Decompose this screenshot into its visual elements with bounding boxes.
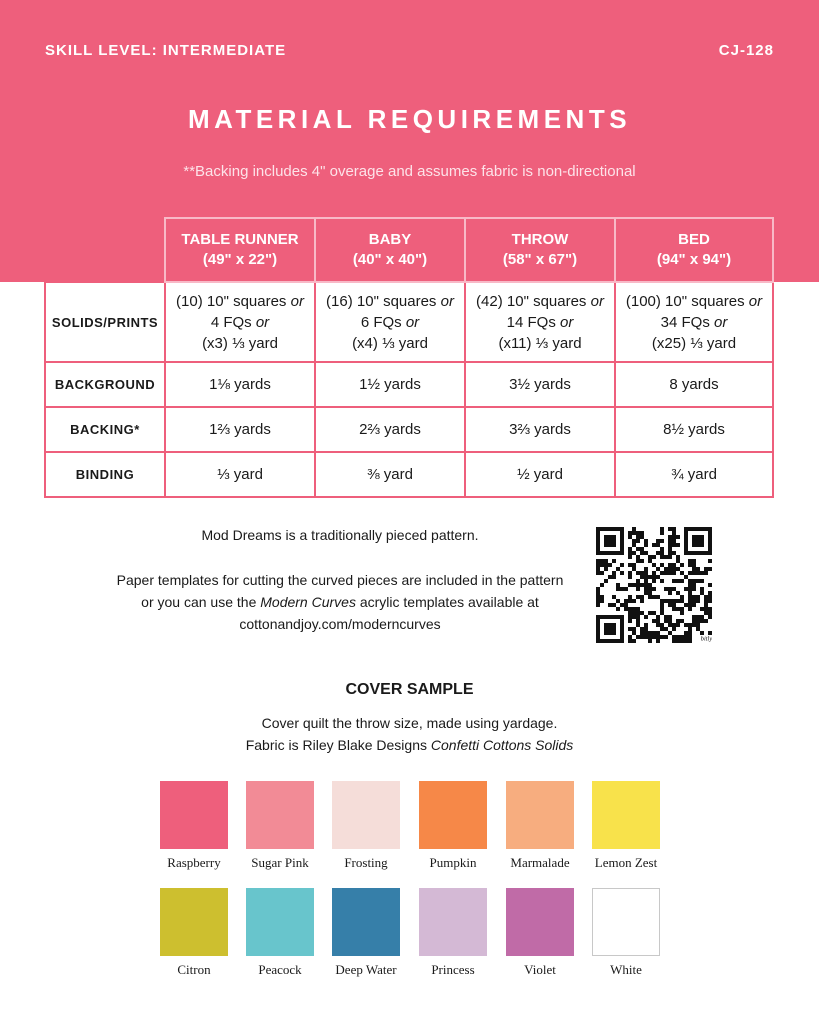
yard-qty: (x4) ⅓ yard [352, 334, 428, 352]
swatch-label: White [610, 962, 642, 977]
swatch-label: Peacock [258, 962, 302, 977]
row-label-solids: SOLIDS/PRINTS [45, 282, 165, 362]
page-title: MATERIAL REQUIREMENTS [187, 104, 632, 134]
cover-line [0, 734, 819, 756]
fq-qty: 14 FQs [506, 313, 556, 331]
table-cell: 1⅛ yards [165, 362, 315, 407]
table-header-row [45, 218, 773, 282]
table-cell: 8 yards [615, 362, 773, 407]
table-cell: ⅓ yard [165, 452, 315, 497]
swatch-label: Pumpkin [429, 855, 477, 870]
table-cell: 1½ yards [315, 362, 465, 407]
solids-cell-throw [465, 282, 615, 362]
column-name: BED [678, 231, 710, 248]
swatch-label: Sugar Pink [251, 855, 309, 870]
yard-qty: (x11) ⅓ yard [498, 334, 582, 352]
or-word: or [440, 292, 454, 310]
color-swatch [160, 888, 228, 956]
info-text: acrylic templates available at [359, 594, 539, 610]
table-row-binding [45, 452, 773, 497]
column-size: (58" x 67") [502, 251, 578, 268]
fabric-line-name: Confetti Cottons Solids [430, 737, 574, 753]
column-header-bed [615, 218, 773, 282]
templates-info-line: Paper templates for cutting the curved pieces are included in the pattern [116, 572, 564, 588]
cover-line: Cover quilt the throw size, made using yardage. [261, 715, 558, 731]
yard-qty: (x3) ⅓ yard [202, 334, 278, 352]
solids-cell-table-runner [165, 282, 315, 362]
skill-level: SKILL LEVEL: INTERMEDIATE [45, 42, 287, 59]
backing-note: **Backing includes 4" overage and assumes fabric is non-directional [183, 163, 636, 180]
table-cell: 3⅔ yards [465, 407, 615, 452]
table-cell: ⅜ yard [315, 452, 465, 497]
or-word: or [560, 313, 574, 331]
or-word: or [590, 292, 604, 310]
column-header-throw [465, 218, 615, 282]
cover-sample-text [0, 712, 819, 756]
swatch-label: Raspberry [167, 855, 221, 870]
pattern-code: CJ-128 [718, 42, 774, 59]
row-label-binding: BINDING [45, 452, 165, 497]
yard-qty: (x25) ⅓ yard [651, 334, 737, 352]
swatch-label: Violet [524, 962, 556, 977]
squares-qty: (16) 10" squares [326, 292, 437, 310]
swatch-label: Citron [177, 962, 211, 977]
fq-qty: 34 FQs [660, 313, 710, 331]
color-swatch [160, 781, 228, 849]
table-cell: 2⅔ yards [315, 407, 465, 452]
row-label-background: BACKGROUND [45, 362, 165, 407]
color-swatch [419, 888, 487, 956]
templates-info [60, 569, 620, 635]
or-word: or [255, 313, 270, 331]
column-name: TABLE RUNNER [181, 231, 299, 248]
table-cell: 3½ yards [465, 362, 615, 407]
pattern-info-line: Mod Dreams is a traditionally pieced pattern. [201, 527, 479, 543]
swatch-label: Frosting [344, 855, 388, 870]
color-swatch [332, 888, 400, 956]
table-cell: 8½ yards [615, 407, 773, 452]
color-swatch [506, 888, 574, 956]
table-row-solids [45, 282, 773, 362]
column-size: (49" x 22") [202, 251, 278, 268]
color-swatch [246, 888, 314, 956]
color-swatch [506, 781, 574, 849]
column-size: (40" x 40") [352, 251, 428, 268]
or-word: or [748, 292, 763, 310]
material-requirements-table [44, 217, 774, 498]
info-text: or you can use the [141, 594, 257, 610]
swatch-label: Marmalade [510, 855, 570, 870]
product-name: Modern Curves [260, 594, 356, 610]
fq-qty: 4 FQs [210, 313, 252, 331]
cover-sample-heading: COVER SAMPLE [345, 681, 474, 698]
row-label-backing: BACKING* [45, 407, 165, 452]
column-header-table-runner [165, 218, 315, 282]
table-cell: ¾ yard [615, 452, 773, 497]
color-swatch [246, 781, 314, 849]
table-row-backing [45, 407, 773, 452]
solids-cell-baby [315, 282, 465, 362]
column-name: BABY [368, 231, 412, 248]
table-row-background [45, 362, 773, 407]
color-swatch [592, 781, 660, 849]
column-size: (94" x 94") [656, 251, 732, 268]
templates-info-line [60, 591, 620, 613]
squares-qty: (100) 10" squares [625, 292, 745, 310]
squares-qty: (10) 10" squares [176, 292, 287, 310]
color-swatch [592, 888, 660, 956]
squares-qty: (42) 10" squares [476, 292, 587, 310]
or-word: or [290, 292, 304, 310]
column-name: THROW [511, 231, 569, 248]
or-word: or [714, 313, 728, 331]
website-link[interactable]: cottonandjoy.com/moderncurves [239, 616, 441, 632]
color-swatch [419, 781, 487, 849]
qr-code-icon[interactable] [596, 527, 712, 643]
table-cell: ½ yard [465, 452, 615, 497]
table-cell: 1⅔ yards [165, 407, 315, 452]
swatch-label: Lemon Zest [594, 855, 658, 870]
qr-brand: bitly [700, 635, 712, 643]
table-corner [45, 218, 165, 282]
or-word: or [405, 313, 420, 331]
swatch-label: Deep Water [335, 962, 397, 977]
column-header-baby [315, 218, 465, 282]
fq-qty: 6 FQs [360, 313, 402, 331]
color-swatch [332, 781, 400, 849]
solids-cell-bed [615, 282, 773, 362]
cover-text: Fabric is Riley Blake Designs [245, 737, 427, 753]
swatch-label: Princess [431, 962, 475, 977]
